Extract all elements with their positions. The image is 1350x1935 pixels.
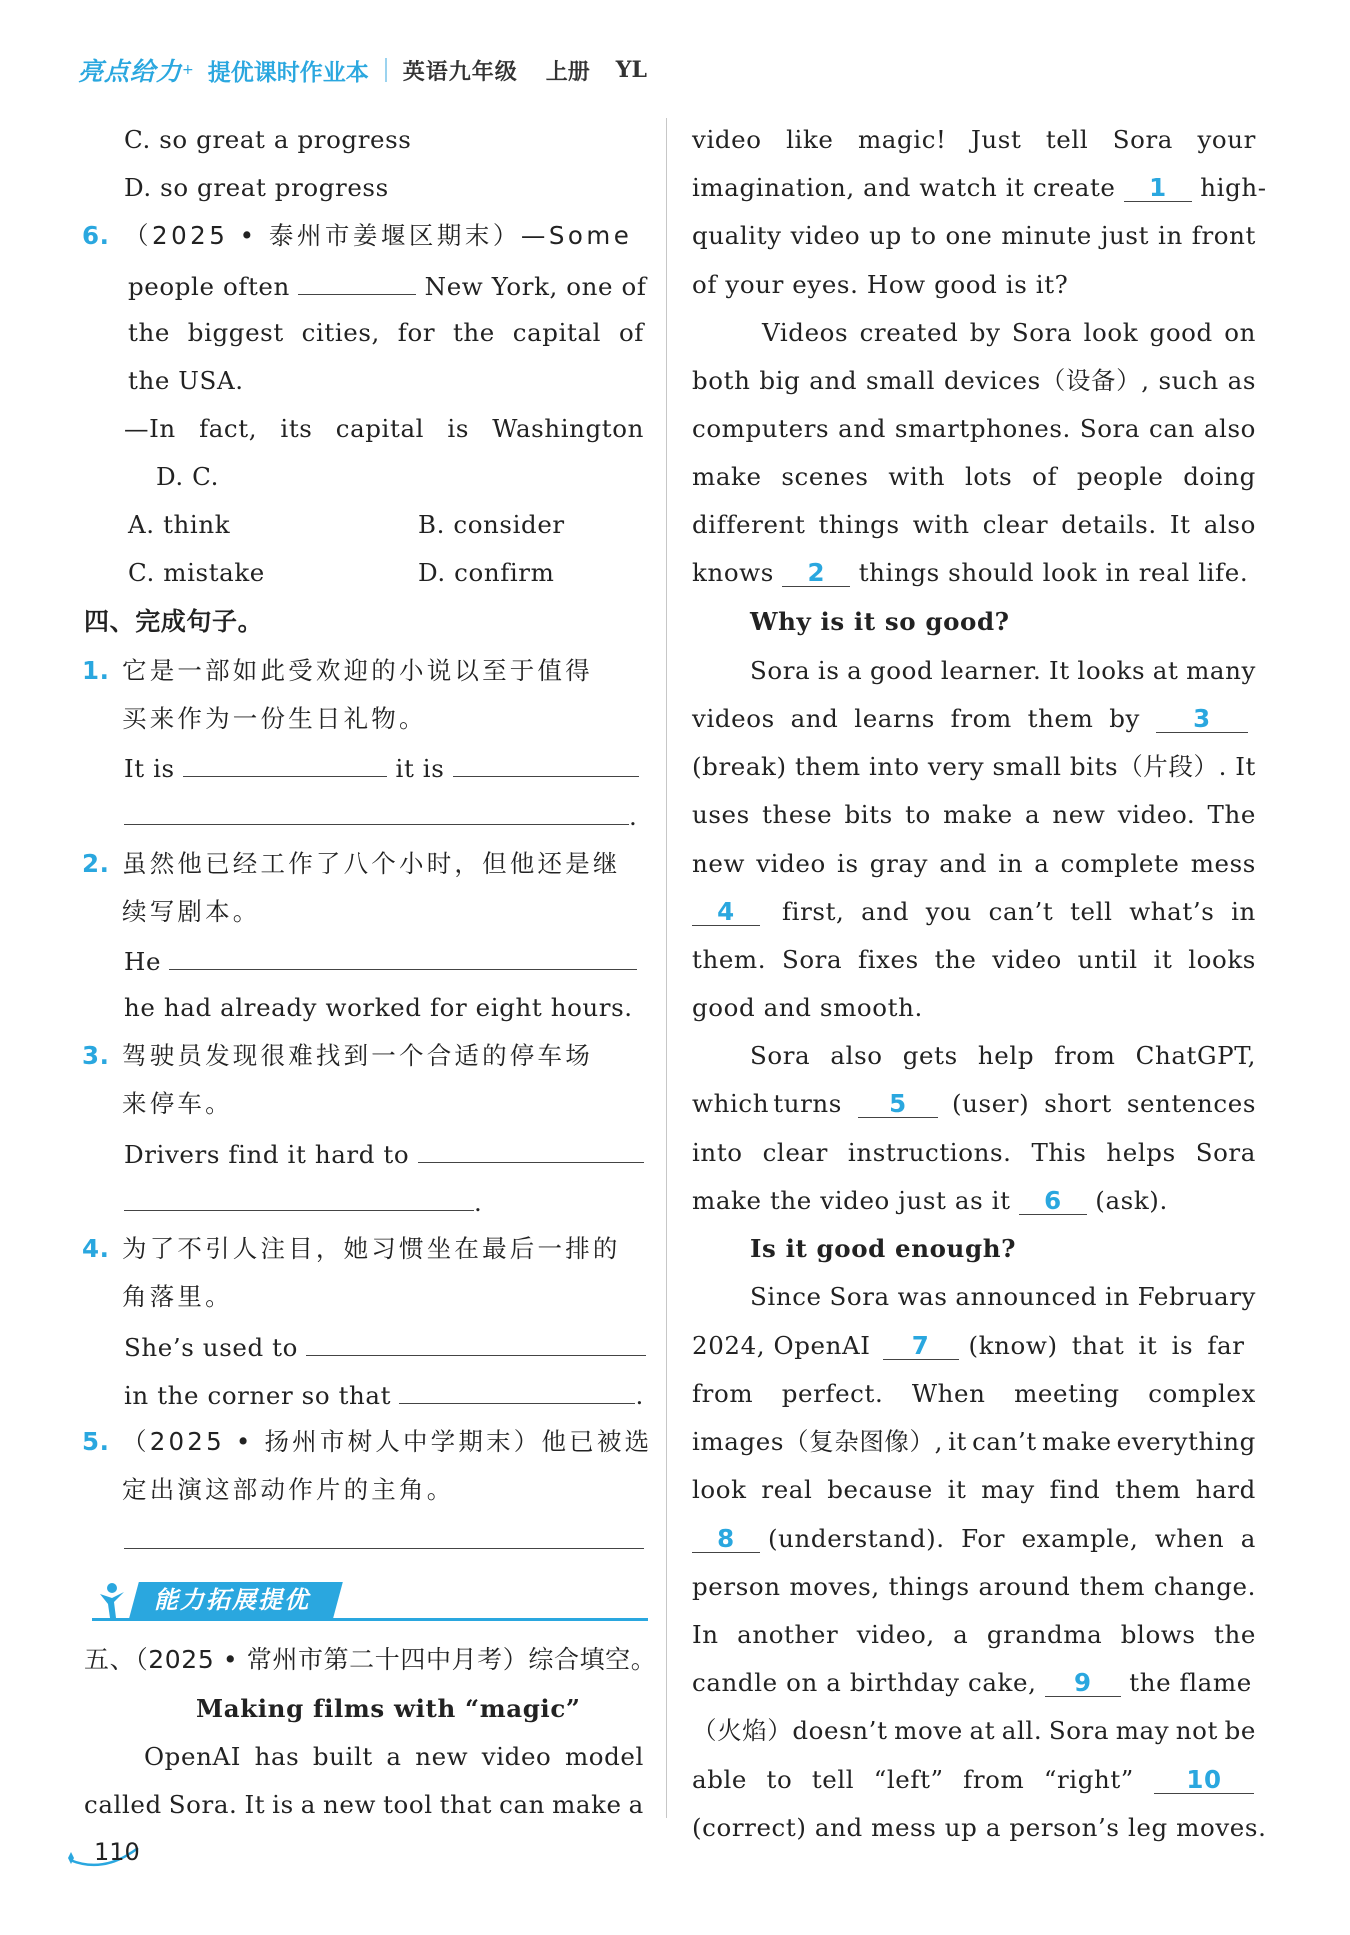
- blank-4[interactable]: 4: [692, 899, 760, 926]
- sentence-3-number: 3.: [82, 1041, 110, 1070]
- sentence-4-english: She’s used to: [124, 1331, 646, 1363]
- sentence-2-number: 2.: [82, 849, 110, 878]
- section-5-title: 五、（2025 • 常州市第二十四中月考）综合填空。: [84, 1645, 657, 1674]
- right-line-1: video like magic! Just tell Sora your: [692, 125, 1256, 154]
- sentence-5-chinese-2: 定出演这部动作片的主角。: [122, 1475, 455, 1504]
- sentence-4-line-2: in the corner so that .: [124, 1381, 644, 1410]
- right-line-22: make the video just as it 6 (ask).: [692, 1186, 1168, 1215]
- passage-line-1: OpenAI has built a new video model: [144, 1742, 644, 1771]
- heading-good-enough: Is it good enough?: [750, 1234, 1017, 1263]
- brand-logo: 亮点给力: [78, 57, 183, 86]
- right-line-18: good and smooth.: [692, 993, 923, 1022]
- blank-2[interactable]: 2: [782, 560, 850, 587]
- blank-9[interactable]: 9: [1045, 1670, 1121, 1697]
- right-line-29: person moves, things around them change.: [692, 1572, 1256, 1601]
- q6-option-a[interactable]: A. think: [128, 510, 231, 539]
- right-line-25: from perfect. When meeting complex: [692, 1379, 1256, 1408]
- right-line-8: make scenes with lots of people doing: [692, 462, 1256, 491]
- blank-7[interactable]: 7: [883, 1333, 959, 1360]
- sentence-3-chinese-1: 驾驶员发现很难找到一个合适的停车场: [122, 1041, 593, 1070]
- answer-blank[interactable]: [453, 752, 639, 777]
- answer-blank[interactable]: [124, 800, 629, 825]
- right-line-13: (break) them into very small bits（片段）. It: [692, 752, 1256, 781]
- edition-label: YL: [615, 57, 647, 83]
- page-header: [78, 50, 647, 90]
- right-line-6: both big and small devices（设备）, such as: [692, 366, 1256, 395]
- right-line-28: 8 (understand). For example, when a: [692, 1524, 1256, 1554]
- right-line-12: videos and learns from them by 3: [692, 704, 1256, 734]
- q6-option-b[interactable]: B. consider: [418, 510, 565, 539]
- right-line-3: quality video up to one minute just in front: [692, 221, 1256, 250]
- q5-option-c: C. so great a progress: [124, 125, 412, 154]
- figure-icon: [92, 1580, 132, 1622]
- subject-label: 英语九年级: [402, 59, 518, 85]
- volume-label: 上册: [545, 59, 590, 85]
- right-line-16: 4 first, and you can’t tell what’s in: [692, 897, 1256, 927]
- sentence-4-chinese-1: 为了不引人注目，她习惯坐在最后一排的: [122, 1234, 621, 1263]
- sentence-3-chinese-2: 来停车。: [122, 1089, 233, 1118]
- question-6-line-2: people often New York, one of: [128, 272, 647, 301]
- question-6-reply-end: D. C.: [156, 462, 220, 491]
- answer-blank[interactable]: [124, 1524, 644, 1549]
- sentence-3-english: Drivers find it hard to: [124, 1138, 644, 1170]
- question-6-source: （2025 • 泰州市姜堰区期末）—Some: [124, 221, 633, 250]
- right-line-30: In another video, a grandma blows the: [692, 1620, 1256, 1649]
- right-line-31: candle on a birthday cake, 9 the flame: [692, 1668, 1252, 1697]
- answer-blank[interactable]: [169, 945, 637, 970]
- question-6-line-3: the biggest cities, for the capital of: [128, 318, 644, 347]
- sentence-5-number: 5.: [82, 1427, 110, 1456]
- right-line-24: 2024, OpenAI 7 (know) that it is far: [692, 1330, 1245, 1360]
- right-line-7: computers and smartphones. Sora can also: [692, 414, 1256, 443]
- right-line-5: Videos created by Sora look good on: [762, 318, 1256, 347]
- header-divider: [385, 58, 387, 82]
- right-line-20: which turns 5 (user) short sentences: [692, 1088, 1256, 1118]
- banner-rule: [92, 1618, 648, 1621]
- sentence-2-english: He: [124, 945, 637, 977]
- series-title: 提优课时作业本: [207, 59, 369, 86]
- right-line-33: able to tell “left” from “right” 10: [692, 1765, 1256, 1795]
- blank-8[interactable]: 8: [692, 1526, 760, 1553]
- right-line-34: (correct) and mess up a person’s leg moves.: [692, 1813, 1267, 1842]
- right-line-32: （火焰）doesn’t move at all. Sora may not be: [692, 1716, 1256, 1745]
- passage-title: Making films with “magic”: [196, 1694, 581, 1723]
- right-line-17: them. Sora fixes the video until it looks: [692, 945, 1256, 974]
- right-line-21: into clear instructions. This helps Sora: [692, 1138, 1256, 1167]
- sentence-2-chinese-2: 续写剧本。: [122, 897, 261, 926]
- heading-why-good: Why is it so good?: [750, 607, 1010, 636]
- sentence-3-line-2: .: [124, 1186, 482, 1218]
- question-6-number: 6.: [82, 221, 110, 250]
- right-line-26: images（复杂图像）, it can’t make everything: [692, 1427, 1256, 1456]
- answer-blank[interactable]: [298, 270, 416, 295]
- blank-3[interactable]: 3: [1156, 706, 1248, 733]
- section-banner: [92, 1580, 648, 1622]
- right-line-10: knows 2 things should look in real life.: [692, 558, 1249, 587]
- right-line-9: different things with clear details. It also: [692, 510, 1256, 539]
- banner-title: 能力拓展提优: [129, 1582, 343, 1618]
- sentence-1-line-2: .: [124, 800, 637, 832]
- blank-5[interactable]: 5: [858, 1091, 938, 1118]
- question-6-line-4: the USA.: [128, 366, 244, 395]
- blank-10[interactable]: 10: [1154, 1767, 1254, 1794]
- sentence-4-chinese-2: 角落里。: [122, 1282, 233, 1311]
- blank-6[interactable]: 6: [1019, 1188, 1087, 1215]
- sentence-1-number: 1.: [82, 656, 110, 685]
- answer-blank[interactable]: [399, 1379, 635, 1404]
- sentence-1-chinese-1: 它是一部如此受欢迎的小说以至于值得: [122, 656, 593, 685]
- sentence-4-number: 4.: [82, 1234, 110, 1263]
- right-line-11: Sora is a good learner. It looks at many: [750, 656, 1256, 685]
- right-line-27: look real because it may find them hard: [692, 1475, 1256, 1504]
- answer-blank[interactable]: [306, 1331, 646, 1356]
- right-line-19: Sora also gets help from ChatGPT,: [750, 1041, 1256, 1070]
- sentence-5-english: [124, 1524, 644, 1556]
- plus-icon: +: [182, 62, 194, 78]
- q6-option-c[interactable]: C. mistake: [128, 558, 265, 587]
- section-4-title: 四、完成句子。: [84, 607, 264, 636]
- sentence-5-chinese-1: （2025 • 扬州市树人中学期末）他已被选: [122, 1427, 653, 1456]
- question-6-reply: —In fact, its capital is Washington: [124, 414, 644, 443]
- answer-blank[interactable]: [183, 752, 387, 777]
- sentence-2-chinese-1: 虽然他已经工作了八个小时，但他还是继: [122, 849, 621, 878]
- column-divider: [666, 118, 667, 1818]
- sentence-2-line-2: he had already worked for eight hours.: [124, 993, 633, 1022]
- sentence-1-english: It is it is: [124, 752, 639, 784]
- page-number: 110: [94, 1838, 140, 1866]
- right-line-14: uses these bits to make a new video. The: [692, 800, 1256, 829]
- right-line-4: of your eyes. How good is it?: [692, 270, 1069, 299]
- q6-option-d[interactable]: D. confirm: [418, 558, 555, 587]
- right-line-15: new video is gray and in a complete mess: [692, 849, 1256, 878]
- q5-option-d: D. so great progress: [124, 173, 389, 202]
- right-line-2: imagination, and watch it create 1 high-: [692, 173, 1267, 202]
- answer-blank[interactable]: [124, 1186, 474, 1211]
- sentence-1-chinese-2: 买来作为一份生日礼物。: [122, 704, 427, 733]
- blank-1[interactable]: 1: [1124, 175, 1192, 202]
- passage-line-2: called Sora. It is a new tool that can make a: [84, 1790, 644, 1819]
- answer-blank[interactable]: [418, 1138, 644, 1163]
- right-line-23: Since Sora was announced in February: [750, 1282, 1256, 1311]
